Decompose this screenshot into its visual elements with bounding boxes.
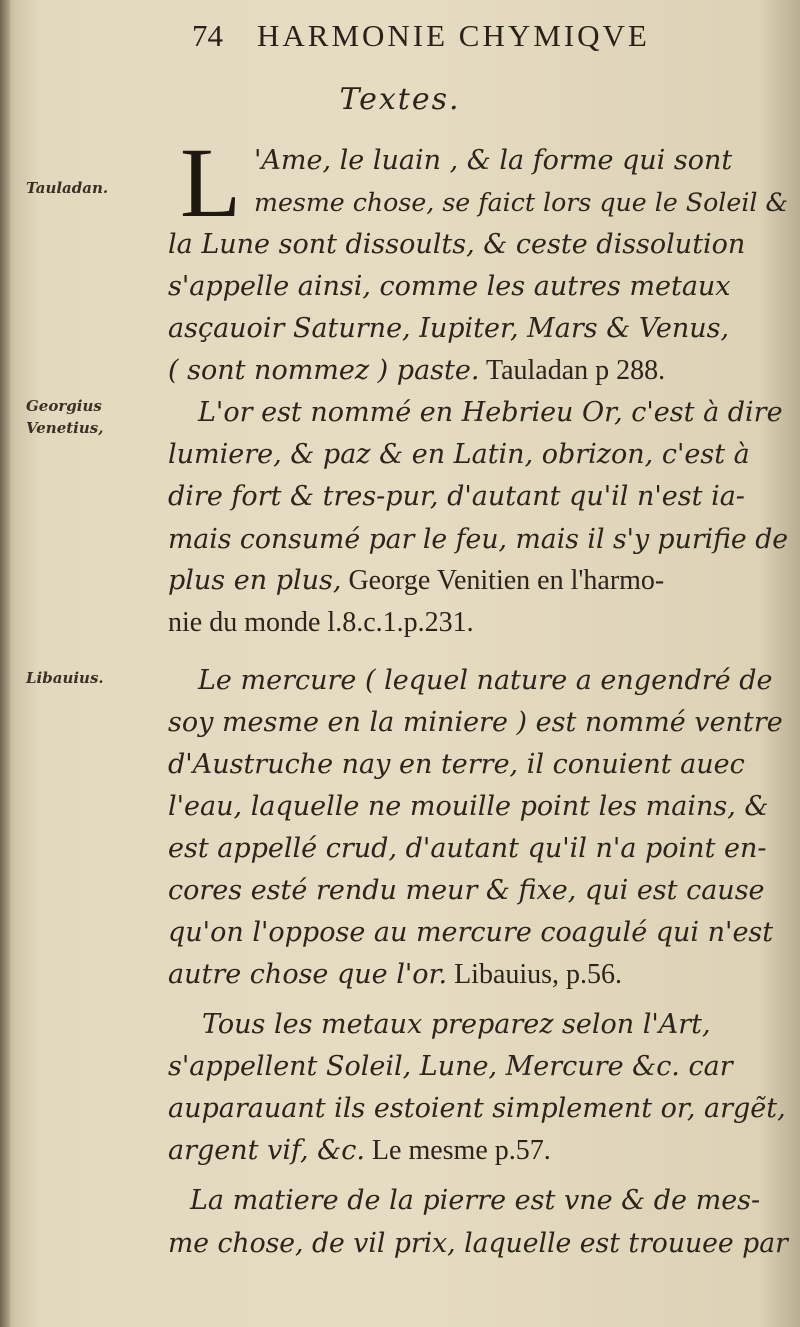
text-line: me chose, de vil prix, laquelle est trouuee par: [168, 1228, 788, 1259]
text-line: s'appellent Soleil, Lune, Mercure &c. car: [168, 1051, 733, 1082]
text-line: cores esté rendu meur & fixe, qui est cause: [168, 875, 765, 906]
page-number: 74: [192, 18, 223, 53]
text-line: mesme chose, se faict lors que le Soleil &: [254, 188, 788, 217]
margin-note-venetius: Venetius,: [26, 419, 104, 437]
text-line: argent vif, &c. Le mesme p.57.: [168, 1135, 551, 1166]
text-line: auparauant ils estoient simplement or, argẽt,: [168, 1093, 786, 1124]
text-line: ( sont nommez ) paste. Tauladan p 288.: [168, 355, 666, 386]
margin-note-georgius: Georgius: [26, 397, 102, 415]
text-line: lumiere, & paz & en Latin, obrizon, c'est à: [168, 439, 750, 470]
section-heading: Textes.: [339, 82, 461, 117]
text-line: s'appelle ainsi, comme les autres metaux: [168, 271, 731, 302]
text-line: L'or est nommé en Hebrieu Or, c'est à dire: [198, 397, 783, 428]
margin-note-libauius: Libauius.: [26, 669, 104, 687]
running-header: [192, 18, 752, 54]
text-line: qu'on l'oppose au mercure coagulé qui n'est: [168, 917, 774, 948]
text-line: dire fort & tres-pur, d'autant qu'il n'est ia-: [168, 481, 745, 512]
text-line: Tous les metaux preparez selon l'Art,: [202, 1009, 711, 1040]
binding-gutter: [0, 0, 10, 1327]
text-line: mais consumé par le feu, mais il s'y purifie de: [168, 524, 789, 555]
text-line: autre chose que l'or. Libauius, p.56.: [168, 959, 623, 990]
running-title: HARMONIE CHYMIQVE: [257, 18, 650, 53]
text-line: Le mercure ( lequel nature a engendré de: [198, 665, 773, 696]
text-line: soy mesme en la miniere ) est nommé ventre: [168, 707, 783, 738]
text-line: d'Austruche nay en terre, il conuient auec: [168, 749, 745, 780]
text-line: la Lune sont dissoults, & ceste dissolution: [168, 229, 746, 260]
text-line: La matiere de la pierre est vne & de mes-: [190, 1185, 761, 1216]
text-line: plus en plus, George Venitien en l'harmo-: [168, 565, 665, 596]
text-line: nie du monde l.8.c.1.p.231.: [168, 607, 474, 638]
margin-note-tauladan: Tauladan.: [26, 179, 109, 197]
text-line: 'Ame, le luain , & la forme qui sont: [254, 145, 733, 176]
text-line: asçauoir Saturne, Iupiter, Mars & Venus,: [168, 313, 730, 344]
text-line: est appellé crud, d'autant qu'il n'a point en-: [168, 833, 767, 864]
drop-capital: L: [180, 127, 242, 238]
text-line: l'eau, laquelle ne mouille point les mains, &: [168, 791, 769, 822]
